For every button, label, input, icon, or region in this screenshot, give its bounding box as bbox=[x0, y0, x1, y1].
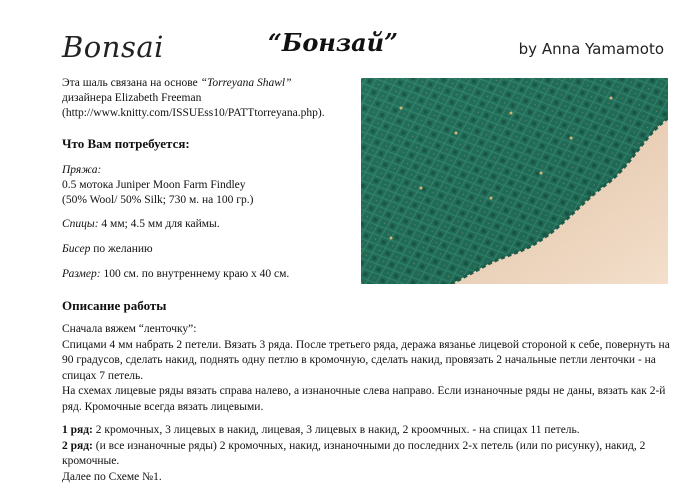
needles-info bbox=[62, 217, 362, 232]
intro-ribbon-line: Сначала вяжем “ленточку”: bbox=[62, 323, 197, 335]
description-title: Описание работы bbox=[62, 298, 167, 313]
yarn-info bbox=[62, 163, 362, 208]
title-russian: “Бонзай” bbox=[268, 28, 398, 57]
row-1-label: 1 ряд: bbox=[62, 424, 93, 436]
beads-value: по желанию bbox=[90, 243, 153, 255]
shawl-photo-image bbox=[361, 78, 668, 284]
size-info bbox=[62, 267, 362, 282]
row-1-text: 2 кромочных, 3 лицевых в накид, лицевая, 3 лицевых в накид, 2 кроомчных. - на спицах 11 петель. bbox=[92, 424, 580, 436]
description-body bbox=[62, 322, 672, 485]
shawl-photo bbox=[361, 78, 668, 284]
row-1-instruction bbox=[62, 423, 672, 439]
row-2-label: 2 ряд: bbox=[62, 439, 93, 452]
designer-line: дизайнера Elizabeth Freeman bbox=[62, 92, 202, 104]
size-label: Размер: bbox=[62, 268, 101, 280]
beads-info bbox=[62, 242, 362, 257]
beads-label: Бисер bbox=[62, 243, 91, 255]
row-2-instruction bbox=[62, 439, 672, 470]
pattern-name: “Torreyana Shawl” bbox=[200, 77, 292, 89]
needles-label: Спицы: bbox=[62, 218, 99, 230]
needles-value: 4 мм; 4.5 мм для каймы. bbox=[98, 218, 220, 230]
intro-prefix: Эта шаль связана на основе bbox=[62, 77, 201, 89]
row-2-text: (и все изнаночные ряды) 2 кромочных, накид, изнаночными до последних 2-х петель (или по рисунку), накид, 2 кромочные. bbox=[62, 439, 646, 467]
reading-charts-note: На схемах лицевые ряды вязать справа налево, а изнаночные слева направо. Если изнаночные ряды не даны, вязать как 2-й ряд. Кромочные всегда вязать лицевыми. bbox=[62, 385, 666, 413]
next-chart-line: Далее по Схеме №1. bbox=[62, 470, 162, 483]
intro-paragraph bbox=[62, 76, 357, 121]
yarn-label: Пряжа: bbox=[62, 164, 102, 176]
pattern-url[interactable]: (http://www.knitty.com/ISSUEss10/PATTtorreyana.php). bbox=[62, 107, 325, 119]
yarn-line-1: 0.5 мотока Juniper Moon Farm Findley bbox=[62, 179, 246, 191]
cast-on-instructions: Спицами 4 мм набрать 2 петели. Вязать 3 ряда. После третьего ряда, деража вязанье лицевой стороной к себе, повернуть на 90 градусов, сделать накид, поднять одну петлю в кромочную, сделать накид, провязать 2 начальные петли ленточки - на спицах 7 петель. bbox=[62, 338, 670, 382]
yarn-line-2: (50% Wool/ 50% Silk; 730 м. на 100 гр.) bbox=[62, 194, 254, 206]
materials-title: Что Вам потребуется: bbox=[62, 136, 190, 151]
author-credit: by Anna Yamamoto bbox=[518, 40, 664, 58]
title-latin: Bonsai bbox=[62, 30, 164, 64]
size-value: 100 см. по внутреннему краю х 40 см. bbox=[100, 268, 290, 280]
